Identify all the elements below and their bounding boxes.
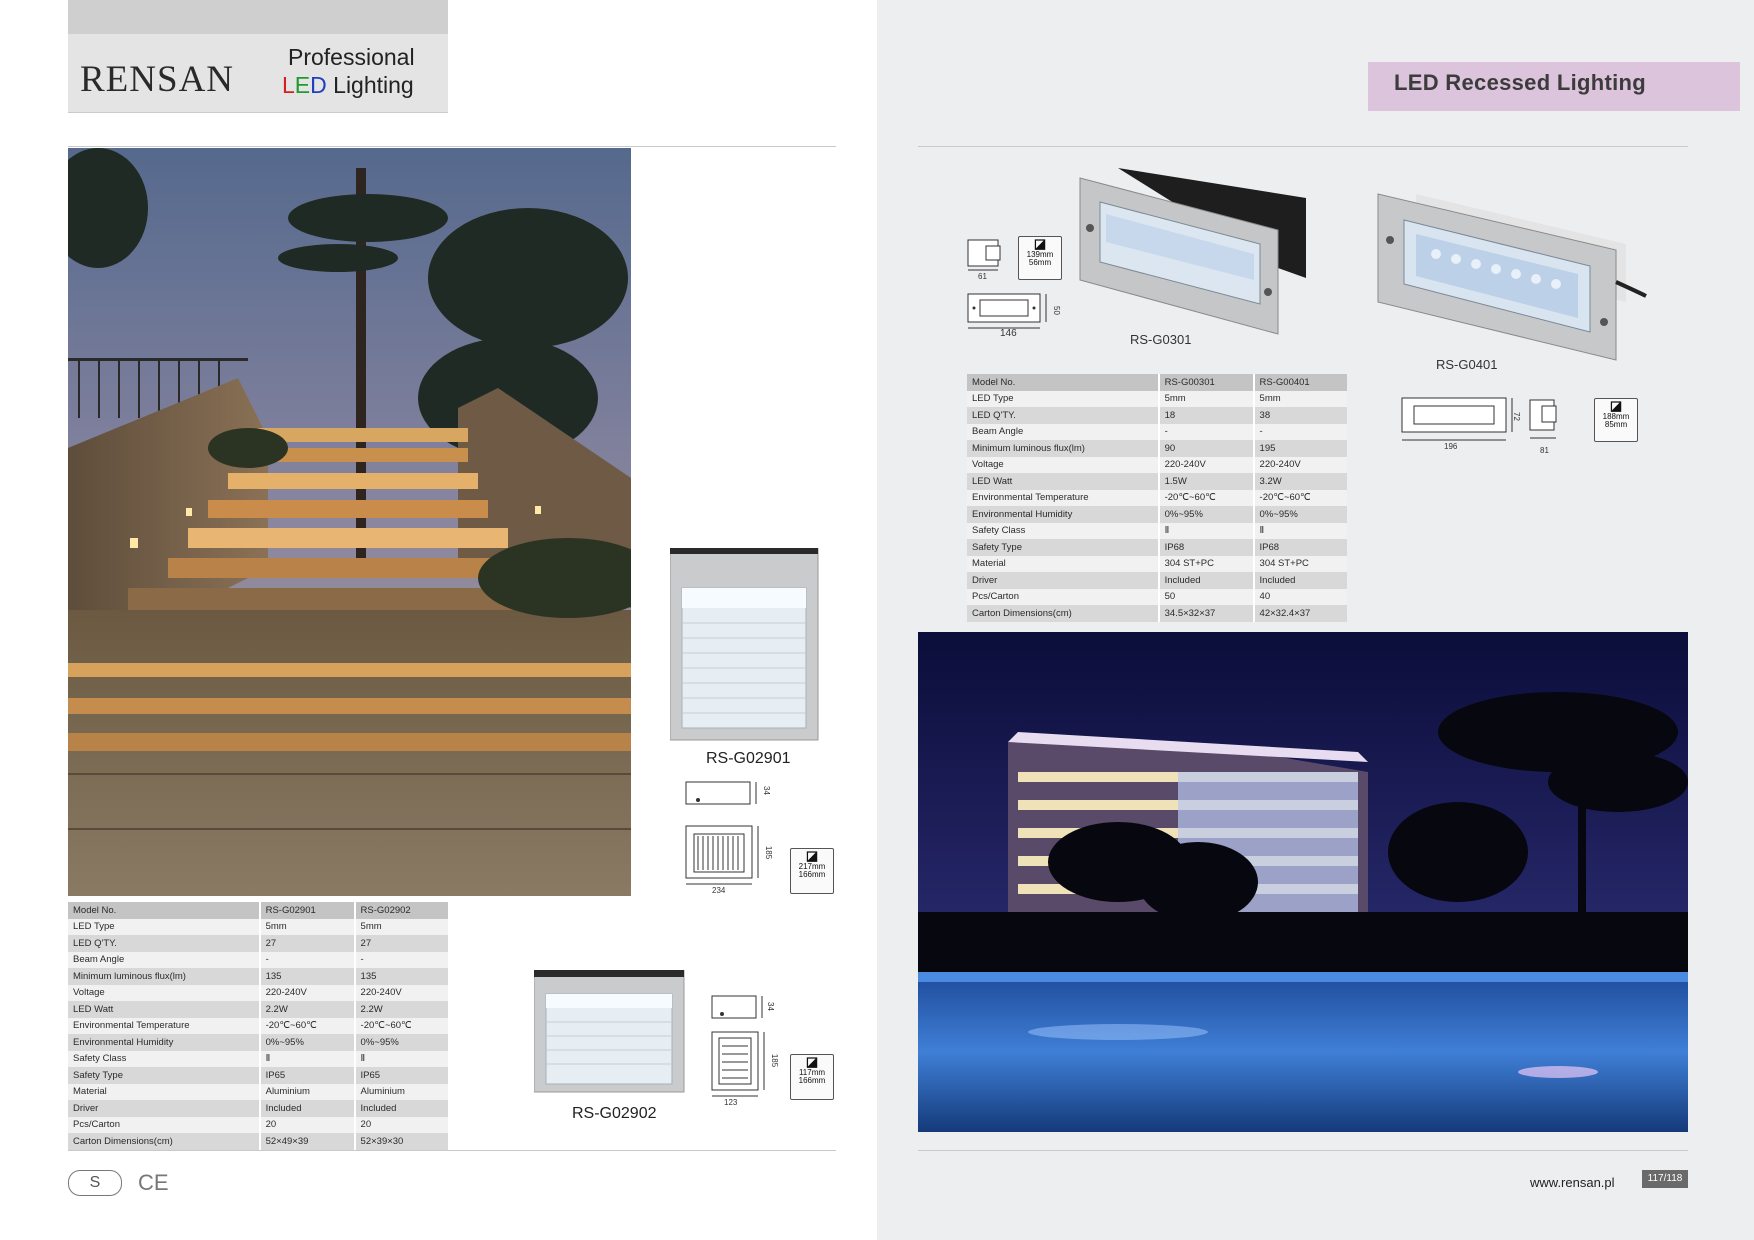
spec-value: 2.2W <box>355 1001 448 1018</box>
spec-value: Aluminium <box>355 1084 448 1101</box>
spec-label: Environmental Temperature <box>967 490 1159 507</box>
product-image-g0401 <box>1376 192 1662 362</box>
spec-label: Pcs/Carton <box>68 1117 260 1134</box>
spec-value: 5mm <box>1254 391 1347 408</box>
spec-value: 5mm <box>355 919 448 936</box>
spec-value: 18 <box>1159 407 1254 424</box>
dim-depth-g02902: 34 <box>765 1002 775 1011</box>
spec-row <box>967 605 1347 622</box>
spec-value: 34.5×32×37 <box>1159 605 1254 622</box>
spec-value: Ⅱ <box>355 1051 448 1068</box>
spec-value: RS-G02902 <box>355 902 448 919</box>
spec-label: Environmental Temperature <box>68 1018 260 1035</box>
package-box-icon: ◪ <box>1609 398 1623 413</box>
spec-label: LED Type <box>967 391 1159 408</box>
spec-value: - <box>1254 424 1347 441</box>
spec-value: -20℃~60℃ <box>260 1018 355 1035</box>
spec-value: 135 <box>260 968 355 985</box>
dim-height-g02902: 185 <box>770 1053 780 1068</box>
stairs-photo <box>68 148 631 896</box>
spec-row <box>68 1117 448 1134</box>
package-line2: 166mm <box>798 870 826 879</box>
package-box-icon: ◪ <box>805 1054 819 1069</box>
spec-label: Safety Class <box>967 523 1159 540</box>
spec-value: Ⅱ <box>260 1051 355 1068</box>
spec-value: -20℃~60℃ <box>1254 490 1347 507</box>
spec-table-left <box>68 902 448 1150</box>
spec-value: 52×49×39 <box>260 1133 355 1150</box>
dim-width-g02901: 234 <box>712 886 726 895</box>
package-box-icon: ◪ <box>805 848 819 863</box>
package-size-badge-g02902 <box>790 1054 834 1100</box>
spec-label: LED Watt <box>68 1001 260 1018</box>
spec-value: IP68 <box>1159 539 1254 556</box>
spec-label: Material <box>68 1084 260 1101</box>
logo-panel-top-strip <box>68 0 448 34</box>
spec-value: Aluminium <box>260 1084 355 1101</box>
dim-height-g0401: 72 <box>1511 412 1521 421</box>
ce-mark-icon: CE <box>138 1170 169 1195</box>
tagline-led-e: E <box>294 72 311 98</box>
spec-value: 220-240V <box>1159 457 1254 474</box>
package-size-badge-g0401 <box>1594 398 1638 442</box>
spec-value: RS-G00401 <box>1254 374 1347 391</box>
spec-label: Minimum luminous flux(lm) <box>967 440 1159 457</box>
page-number-badge: 117/118 <box>1642 1170 1688 1188</box>
spec-value: 220-240V <box>1254 457 1347 474</box>
spec-value: IP65 <box>260 1067 355 1084</box>
package-line1: 139mm <box>1026 250 1054 259</box>
spec-label: LED Q'TY. <box>967 407 1159 424</box>
spec-row <box>68 968 448 985</box>
spec-row <box>68 1084 448 1101</box>
spec-value: - <box>260 952 355 969</box>
spec-value: 304 ST+PC <box>1254 556 1347 573</box>
right-bottom-divider <box>918 1150 1688 1151</box>
bottom-divider <box>68 1150 836 1151</box>
brand-logo: RENSAN <box>80 59 235 100</box>
spec-row <box>68 1018 448 1035</box>
spec-value: 20 <box>260 1117 355 1134</box>
spec-label: LED Watt <box>967 473 1159 490</box>
top-divider <box>68 146 836 147</box>
spec-value: 220-240V <box>355 985 448 1002</box>
spec-label: Driver <box>68 1100 260 1117</box>
spec-row <box>68 935 448 952</box>
package-line1: 117mm <box>798 1068 826 1077</box>
spec-value: 27 <box>260 935 355 952</box>
spec-row <box>967 572 1347 589</box>
package-line2: 56mm <box>1028 258 1052 267</box>
dimension-drawing-g02901 <box>684 780 784 900</box>
spec-row <box>967 473 1347 490</box>
spec-value: RS-G02901 <box>260 902 355 919</box>
safety-mark-text: S <box>89 1174 101 1191</box>
spec-value: 0%~95% <box>260 1034 355 1051</box>
spec-row <box>68 985 448 1002</box>
right-top-divider <box>918 146 1688 147</box>
spec-value: 5mm <box>1159 391 1254 408</box>
spec-value: Included <box>1159 572 1254 589</box>
spec-row <box>967 556 1347 573</box>
spec-label: Driver <box>967 572 1159 589</box>
product-image-g02901 <box>670 548 820 742</box>
hotel-pool-photo <box>918 632 1688 1132</box>
spec-row <box>68 952 448 969</box>
spec-value: 42×32.4×37 <box>1254 605 1347 622</box>
spec-value: 220-240V <box>260 985 355 1002</box>
spec-label: Environmental Humidity <box>967 506 1159 523</box>
spec-row <box>967 523 1347 540</box>
spec-value: 0%~95% <box>1159 506 1254 523</box>
spec-label: Minimum luminous flux(lm) <box>68 968 260 985</box>
spec-value: 0%~95% <box>355 1034 448 1051</box>
package-line1: 217mm <box>798 862 826 871</box>
spec-value: Included <box>1254 572 1347 589</box>
model-label-g0401: RS-G0401 <box>1436 357 1498 372</box>
spec-value: IP68 <box>1254 539 1347 556</box>
spec-table-right <box>967 374 1347 622</box>
spec-value: 90 <box>1159 440 1254 457</box>
spec-value: 27 <box>355 935 448 952</box>
spec-row <box>68 1100 448 1117</box>
tagline-led-d: D <box>310 72 327 98</box>
spec-label: Pcs/Carton <box>967 589 1159 606</box>
spec-value: 195 <box>1254 440 1347 457</box>
spec-value: 38 <box>1254 407 1347 424</box>
spec-value: 52×39×30 <box>355 1133 448 1150</box>
dimension-drawing-g0401 <box>1400 396 1560 456</box>
model-label-g0301: RS-G0301 <box>1130 332 1192 347</box>
spec-value: Included <box>260 1100 355 1117</box>
dim-height-g0301: 50 <box>1051 306 1061 315</box>
spec-value: 5mm <box>260 919 355 936</box>
spec-row <box>68 1067 448 1084</box>
spec-value: 304 ST+PC <box>1159 556 1254 573</box>
spec-label: Material <box>967 556 1159 573</box>
product-image-g0301 <box>1078 168 1306 336</box>
spec-row <box>68 902 448 919</box>
dim-depth-g02901: 34 <box>761 786 771 795</box>
spec-label: LED Q'TY. <box>68 935 260 952</box>
spec-value: 40 <box>1254 589 1347 606</box>
spec-row <box>967 374 1347 391</box>
tagline-line2 <box>282 72 414 99</box>
spec-label: Safety Type <box>967 539 1159 556</box>
package-line2: 166mm <box>798 1076 826 1085</box>
spec-value: - <box>355 952 448 969</box>
spec-row <box>967 490 1347 507</box>
section-title: LED Recessed Lighting <box>1394 70 1647 95</box>
dim-width-g0301: 146 <box>1000 328 1017 339</box>
spec-row <box>68 1133 448 1150</box>
spec-value: 20 <box>355 1117 448 1134</box>
spec-value: IP65 <box>355 1067 448 1084</box>
spec-row <box>967 407 1347 424</box>
package-line2: 85mm <box>1604 420 1628 429</box>
footer-website-link[interactable]: www.rensan.pl <box>1530 1175 1615 1190</box>
spec-row <box>68 919 448 936</box>
package-size-badge-g02901 <box>790 848 834 894</box>
tagline-led-l: L <box>282 72 295 98</box>
dim-depth-g0301: 61 <box>978 272 987 281</box>
spec-label: Voltage <box>68 985 260 1002</box>
spec-value: -20℃~60℃ <box>355 1018 448 1035</box>
spec-label: Carton Dimensions(cm) <box>967 605 1159 622</box>
spec-value: 50 <box>1159 589 1254 606</box>
spec-label: Carton Dimensions(cm) <box>68 1133 260 1150</box>
dim-width-g02902: 123 <box>724 1098 738 1107</box>
spec-label: Environmental Humidity <box>68 1034 260 1051</box>
package-box-icon: ◪ <box>1033 236 1047 251</box>
model-label-g02901: RS-G02901 <box>706 750 791 767</box>
spec-value: RS-G00301 <box>1159 374 1254 391</box>
spec-row <box>967 506 1347 523</box>
spec-row <box>68 1034 448 1051</box>
spec-value: - <box>1159 424 1254 441</box>
spec-label: Beam Angle <box>967 424 1159 441</box>
spec-value: Ⅱ <box>1159 523 1254 540</box>
spec-value: 0%~95% <box>1254 506 1347 523</box>
spec-label: Voltage <box>967 457 1159 474</box>
spec-row <box>967 440 1347 457</box>
spec-label: Beam Angle <box>68 952 260 969</box>
model-label-g02902: RS-G02902 <box>572 1105 657 1122</box>
spec-label: Safety Type <box>68 1067 260 1084</box>
spec-row <box>967 539 1347 556</box>
spec-value: 2.2W <box>260 1001 355 1018</box>
spec-row <box>68 1001 448 1018</box>
spec-value: -20℃~60℃ <box>1159 490 1254 507</box>
spec-value: Ⅱ <box>1254 523 1347 540</box>
dim-width-g0401: 196 <box>1444 442 1458 451</box>
spec-value: Included <box>355 1100 448 1117</box>
spec-value: 1.5W <box>1159 473 1254 490</box>
dim-height-g02901: 185 <box>764 845 774 860</box>
package-line1: 188mm <box>1602 412 1630 421</box>
dim-depth-g0401: 81 <box>1540 446 1549 455</box>
spec-value: 3.2W <box>1254 473 1347 490</box>
spec-label: LED Type <box>68 919 260 936</box>
spec-row <box>967 457 1347 474</box>
package-size-badge-g0301 <box>1018 236 1062 280</box>
spec-row <box>68 1051 448 1068</box>
spec-label: Model No. <box>967 374 1159 391</box>
spec-value: 135 <box>355 968 448 985</box>
spec-row <box>967 391 1347 408</box>
spec-row <box>967 424 1347 441</box>
safety-certification-icon <box>68 1170 122 1196</box>
spec-label: Safety Class <box>68 1051 260 1068</box>
tagline-lighting: Lighting <box>326 72 414 98</box>
spec-row <box>967 589 1347 606</box>
tagline-line1: Professional <box>288 44 415 70</box>
product-image-g02902 <box>534 970 686 1094</box>
spec-label: Model No. <box>68 902 260 919</box>
